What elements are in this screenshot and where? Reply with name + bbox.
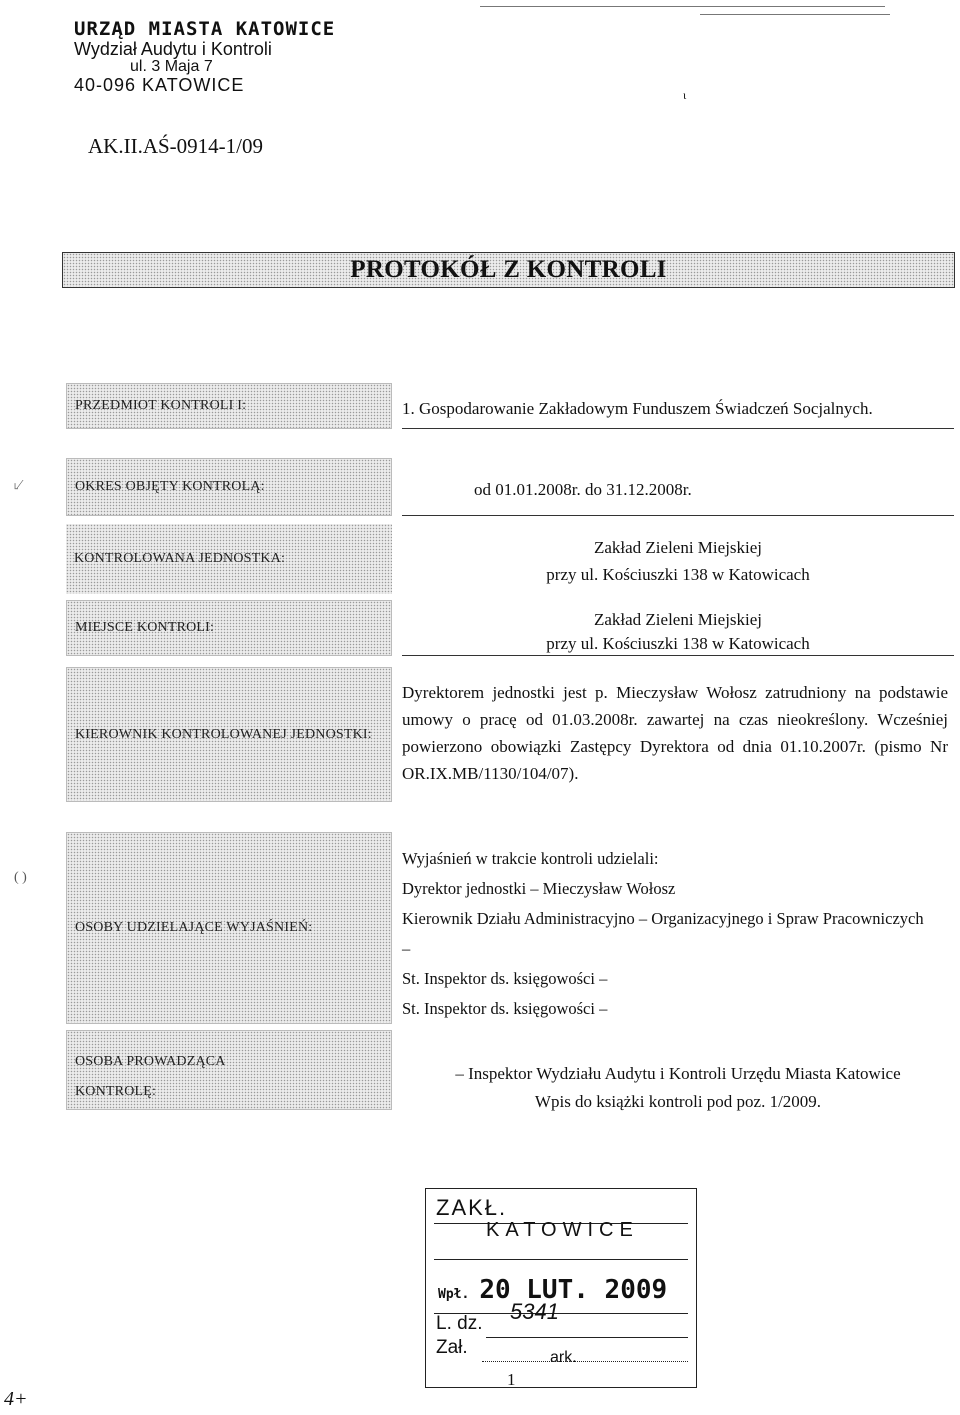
- office-city: 40-096 KATOWICE: [74, 74, 245, 95]
- stamp-ref-label: L. dz.: [436, 1313, 483, 1334]
- page-number: 1: [507, 1370, 516, 1389]
- row-unit: [66, 524, 954, 594]
- document-title: PROTOKÓŁ Z KONTROLI: [350, 256, 667, 283]
- row-label: KONTROLOWANA JEDNOSTKA:: [66, 524, 392, 594]
- row-subject: [66, 383, 954, 429]
- row-period: [66, 458, 954, 516]
- stamp-date: 20 LUT. 2009: [479, 1275, 668, 1305]
- row-value: 1. Gospodarowanie Zakładowym Funduszem Świadczeń Socjalnych.: [402, 383, 954, 429]
- row-label: PRZEDMIOT KONTROLI I:: [66, 383, 392, 429]
- stamp-rule: [434, 1259, 688, 1260]
- reference-number: AK.II.AŚ-0914-1/09: [88, 134, 263, 158]
- inspection-book-entry: Wpis do książki kontroli pod poz. 1/2009.: [534, 1092, 822, 1111]
- explainer-line: –: [402, 939, 411, 958]
- place-name: Zakład Zieleni Miejskiej: [593, 610, 763, 629]
- explainer-line: St. Inspektor ds. księgowości –: [402, 969, 608, 988]
- stamp-attachments-label: Zał.: [436, 1337, 468, 1358]
- explainer-line: Wyjaśnień w trakcie kontroli udzielali:: [402, 849, 659, 868]
- row-inspector: [66, 1030, 954, 1110]
- tick-mark: ɩ: [683, 88, 687, 102]
- unit-address: przy ul. Kościuszki 138 w Katowicach: [546, 565, 810, 584]
- document-title-bar: [62, 252, 955, 288]
- explainer-line: St. Inspektor ds. księgowości –: [402, 999, 608, 1018]
- row-value: [402, 832, 954, 1024]
- inspector-label-line2: KONTROLĘ:: [75, 1084, 157, 1099]
- stamp-rule: [486, 1337, 688, 1338]
- margin-scribble: ˪⁄: [14, 478, 21, 493]
- margin-scribble: ( ): [14, 870, 27, 885]
- place-address: przy ul. Kościuszki 138 w Katowicach: [546, 634, 810, 653]
- department-name: Wydział Audytu i Kontroli: [74, 38, 272, 59]
- row-place: [66, 600, 954, 656]
- unit-name: Zakład Zieleni Miejskiej: [593, 538, 763, 557]
- top-rule: [480, 6, 885, 7]
- stamp-rule: [482, 1361, 688, 1362]
- row-value: Dyrektorem jednostki jest p. Mieczysław Wołosz zatrudniony na podstawie umowy o pracę od 01.03.2008r. zawartej na czas nieokreślony. Wcześniej powierzono obowiązki Zastępcy Dyrektora od dnia 01.10.2007r. (pismo Nr OR.IX.MB/1130/104/07).: [402, 683, 948, 783]
- row-head: [66, 667, 954, 802]
- row-value: od 01.01.2008r. do 31.12.2008r.: [402, 458, 954, 516]
- row-value: [402, 600, 954, 656]
- office-street: ul. 3 Maja 7: [130, 57, 213, 75]
- office-name: URZĄD MIASTA KATOWICE: [74, 18, 336, 40]
- margin-note: 4+: [4, 1388, 28, 1410]
- row-value: [402, 524, 954, 594]
- stamp-ref-value: 5341: [510, 1299, 559, 1324]
- top-rule-short: [700, 14, 890, 15]
- stamp-line2: KATOWICE: [486, 1219, 639, 1241]
- stamp-received-prefix: Wpł.: [438, 1287, 470, 1302]
- row-value: [402, 1030, 954, 1110]
- inspector-name: – Inspektor Wydziału Audytu i Kontroli Urzędu Miasta Katowice: [455, 1064, 901, 1083]
- office-header-stamp: [74, 20, 335, 95]
- row-label: KIEROWNIK KONTROLOWANEJ JEDNOSTKI:: [66, 667, 392, 802]
- inspector-label-line1: OSOBA PROWADZĄCA: [75, 1054, 226, 1069]
- row-label: MIEJSCE KONTROLI:: [66, 600, 392, 656]
- row-label: OSOBY UDZIELAJĄCE WYJAŚNIEŃ:: [66, 832, 392, 1024]
- row-explainers: [66, 832, 954, 1024]
- explainer-line: Dyrektor jednostki – Mieczysław Wołosz: [402, 879, 676, 898]
- stamp-line1: ZAKŁ.: [436, 1195, 508, 1220]
- explainer-line: Kierownik Działu Administracyjno – Organizacyjnego i Spraw Pracowniczych: [402, 909, 924, 928]
- row-label: [66, 1030, 392, 1110]
- received-stamp: [425, 1188, 697, 1388]
- row-label: OKRES OBJĘTY KONTROLĄ:: [66, 458, 392, 516]
- stamp-sheets-label: ark.: [550, 1349, 577, 1366]
